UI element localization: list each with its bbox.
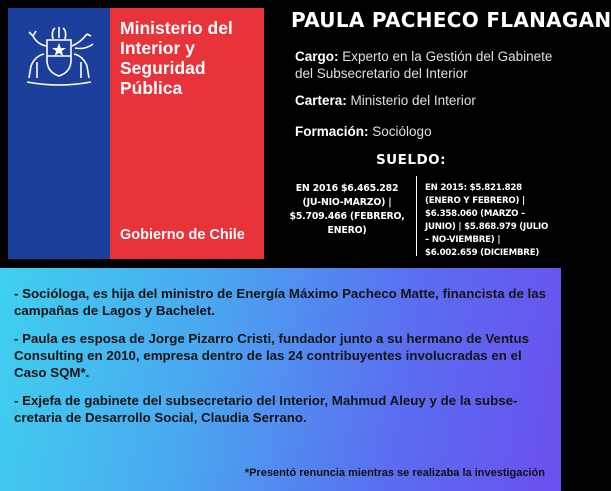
salary-2016: EN 2016 $6.465.282 (JU-NIO-MARZO) | $5.709.466 (FEBRERO, ENERO) xyxy=(289,183,405,236)
profile-panel xyxy=(276,8,611,264)
ministry-name: Ministerio del Interior y Seguridad Pública xyxy=(120,18,233,98)
formacion-label: Formación: xyxy=(295,124,369,139)
bio-paragraph-1: - Socióloga, es hija del ministro de Energía Máximo Pacheco Matte, financista de las campañas de Lagos y Bachelet. xyxy=(14,286,547,318)
salary-2015: EN 2015: $5.821.828 (ENERO Y FEBRERO) | $6.358.060 (MARZO – JUNIO) | $5.868.979 (JULIO – NO-VIEMBRE) | $6.002.659 (DICIEMBRE) xyxy=(416,176,554,256)
cargo-field xyxy=(295,48,560,82)
ministry-logo xyxy=(8,8,264,259)
formacion-value: Sociólogo xyxy=(372,124,432,139)
sueldo-heading: SUELDO: xyxy=(375,152,447,168)
chile-coat-of-arms-icon xyxy=(17,26,101,90)
person-name: PAULA PACHECO FLANAGAN xyxy=(291,8,611,32)
cartera-value: Ministerio del Interior xyxy=(350,93,476,108)
salary-table xyxy=(278,176,554,256)
cartera-label: Cartera: xyxy=(295,93,347,108)
government-label: Gobierno de Chile xyxy=(120,227,245,243)
bio-paragraph-2: - Paula es esposa de Jorge Pizarro Cristi, fundador junto a su hermano de Ventus Consulting en 2010, empresa dentro de las 24 contribuyentes involucradas en el Caso SQM*. xyxy=(14,331,530,380)
cargo-label: Cargo: xyxy=(295,49,339,64)
logo-blue-band xyxy=(8,8,110,259)
cargo-value: Experto en la Gestión del Gabinete del Subsecretario del Interior xyxy=(295,49,553,81)
cartera-field xyxy=(295,92,476,109)
logo-red-panel xyxy=(110,8,264,259)
formacion-field xyxy=(295,123,432,140)
bio-paragraph-3: - Exjefa de gabinete del subsecretario del Interior, Mahmud Aleuy y de la subse-cretaria de Desarrollo Social, Claudia Serrano. xyxy=(14,393,518,425)
bio-section xyxy=(0,268,561,491)
footnote: *Presentó renuncia mientras se realizaba la investigación xyxy=(244,467,545,479)
